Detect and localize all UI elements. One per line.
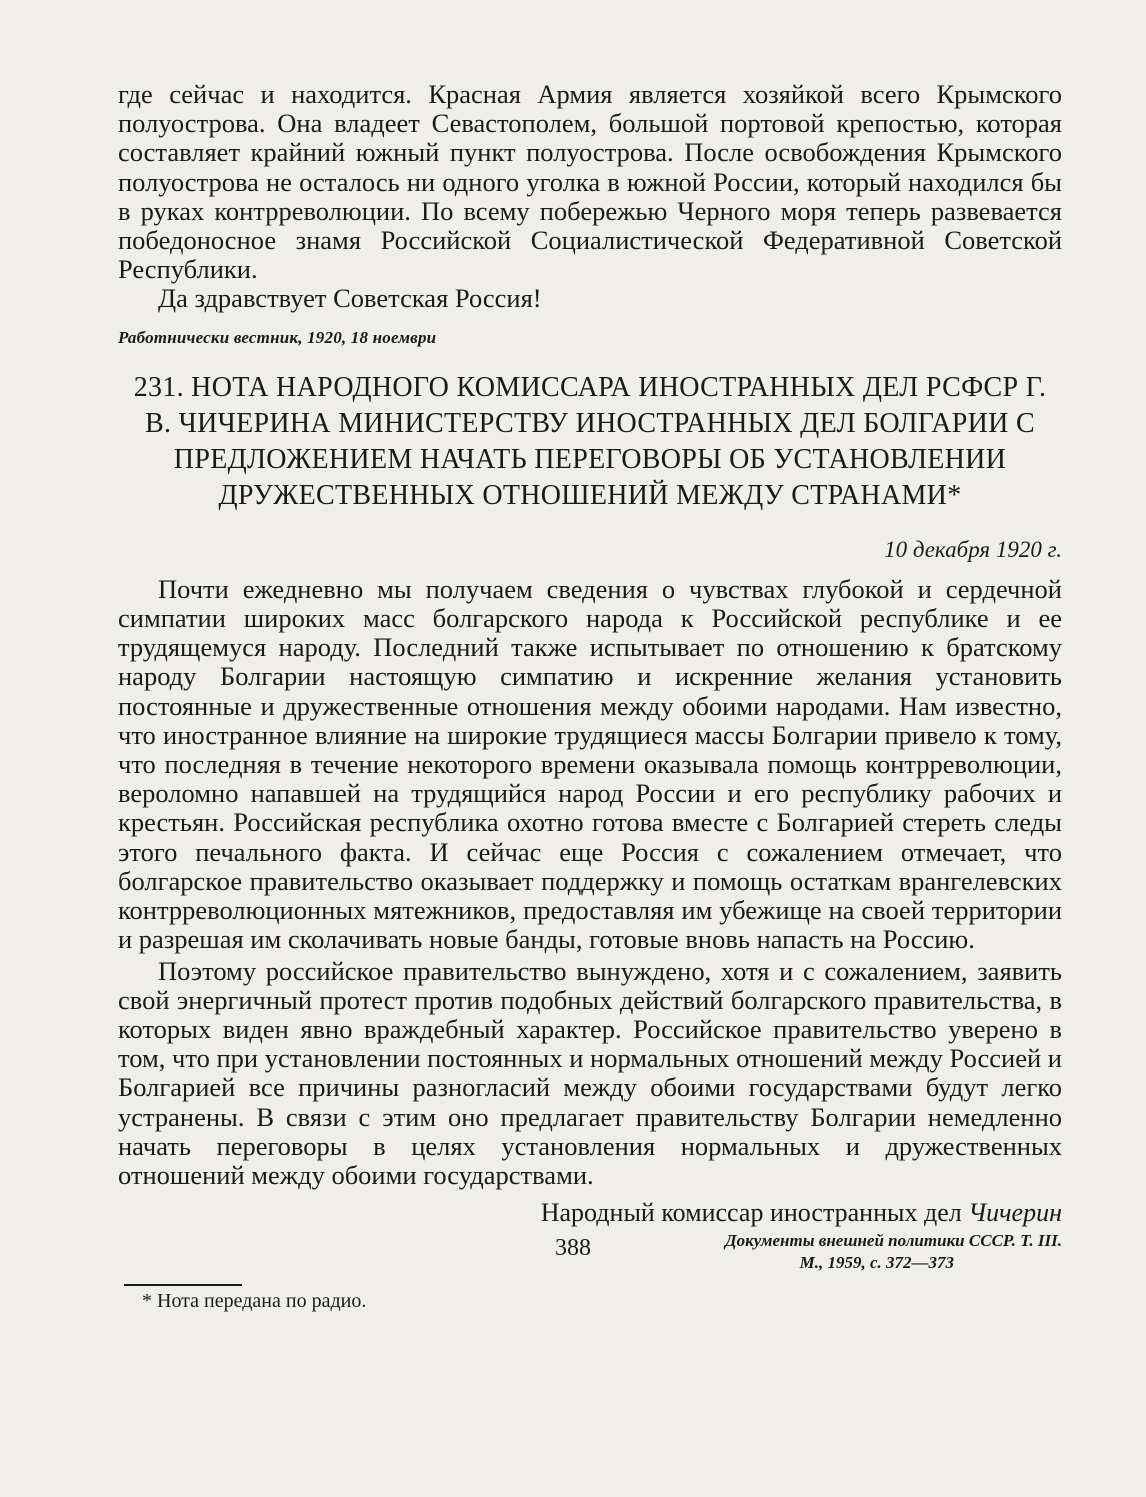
source-citation-top: Работнически вестник, 1920, 18 ноември <box>118 327 437 347</box>
signature-title: Народный комиссар иностранных дел <box>540 1198 962 1228</box>
footnote: * Нота передана по радио. <box>142 1290 367 1313</box>
signature <box>118 1198 1062 1228</box>
footnote-divider <box>124 1284 242 1286</box>
page-content <box>118 80 1062 1313</box>
page-number: 388 <box>555 1235 591 1261</box>
document-date: 10 декабря 1920 г. <box>884 536 1062 562</box>
top-paragraph: где сейчас и находится. Красная Армия является хозяйкой всего Крымского полуострова. Она владеет Севастополем, большой портовой крепостью, которая составляет крайний южный пункт полуострова. После освобождения Крымского полуострова не осталось ни одного уголка в южной России, который находился бы в руках контрреволюции. По всему побережью Черного моря теперь развевается победоносное знамя Российской Социалистической Федеративной Советской Республики. <box>118 79 1062 285</box>
document-title: 231. НОТА НАРОДНОГО КОМИССАРА ИНОСТРАННЫХ ДЕЛ РСФСР Г. В. ЧИЧЕРИНА МИНИСТЕРСТВУ ИНОСТРАННЫХ ДЕЛ БОЛГАРИИ С ПРЕДЛОЖЕНИЕМ НАЧАТЬ ПЕРЕГОВОРЫ ОБ УСТАНОВЛЕНИИ ДРУЖЕСТВЕННЫХ ОТНОШЕНИЙ МЕЖДУ СТРАНАМИ* <box>133 371 1047 511</box>
source-citation-line-1: Документы внешней политики СССР. Т. III. <box>725 1231 1062 1251</box>
signature-name: Чичерин <box>968 1198 1062 1228</box>
source-citation-line-2: М., 1959, с. 372—373 <box>799 1253 954 1273</box>
document-paragraph-2: Поэтому российское правительство вынуждено, хотя и с сожалением, заявить свой энергичный протест против подобных действий болгарского правительства, в которых виден явно враждебный характер. Российское правительство уверено в том, что при установлении постоянных и нормальных отношений между Россией и Болгарией все причины разногласий между обоими государствами будут легко устранены. В связи с этим оно предлагает правительству Болгарии немедленно начать переговоры в целях установления нормальных и дружественных отношений между обоими государствами. <box>118 955 1062 1190</box>
closing-line: Да здравствует Советская Россия! <box>158 283 542 314</box>
document-paragraph-1: Почти ежедневно мы получаем сведения о чувствах глубокой и сердечной симпатии широких масс болгарского народа к Российской республике и ее трудящемуся народу. Последний также испытывает по отношению к братскому народу Болгарии настоящую симпатию и искренние желания установить постоянные и дружественные отношения между обоими народами. Нам известно, что иностранное влияние на широкие трудящиеся массы Болгарии привело к тому, что последняя в течение некоторого времени оказывала помощь контрреволюции, вероломно напавшей на трудящийся народ России и его республику рабочих и крестьян. Российская республика охотно готова вместе с Болгарией стереть следы этого печального факта. И сейчас еще Россия с сожалением отмечает, что болгарское правительство оказывает поддержку и помощь остаткам врангелевских контрреволюционных мятежников, предоставляя им убежище на своей территории и разрешая им сколачивать новые банды, готовые вновь напасть на Россию. <box>118 573 1062 955</box>
